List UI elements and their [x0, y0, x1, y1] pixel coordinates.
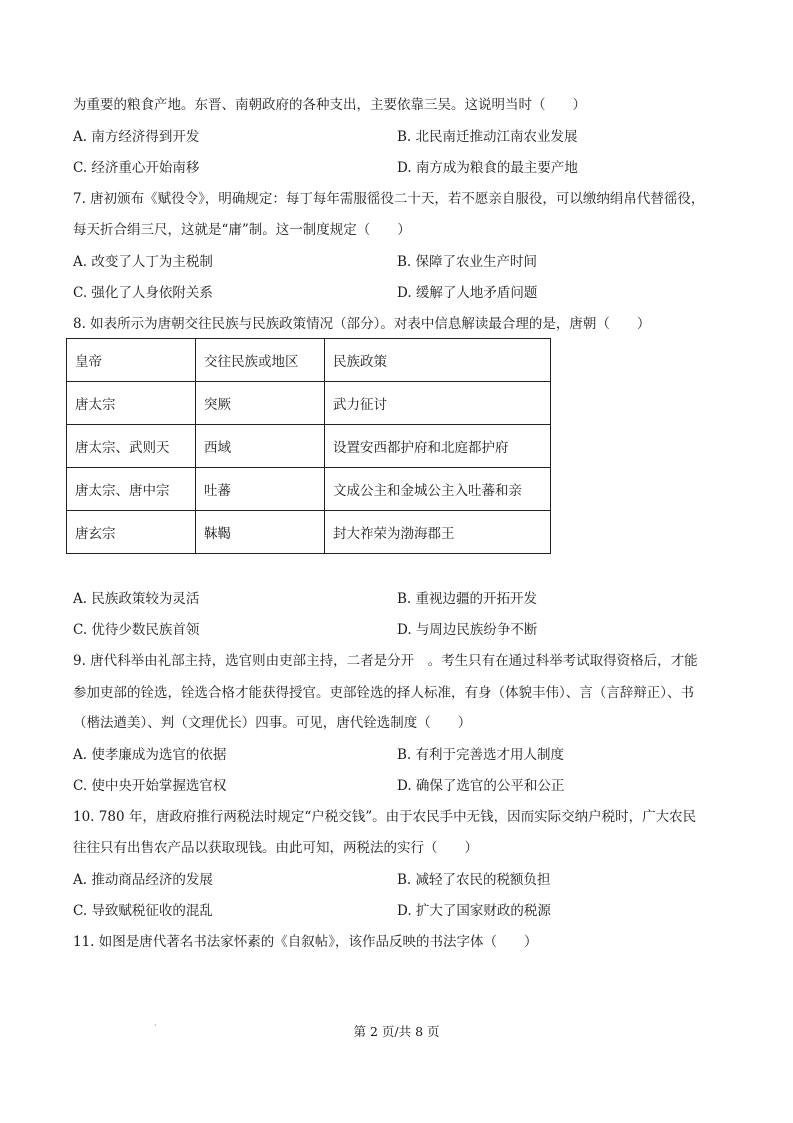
q7-option-c: C. 强化了人身依附关系 — [73, 285, 213, 301]
table-cell: 设置安西都护府和北庭都护府 — [325, 425, 551, 468]
q6-option-c: C. 经济重心开始南移 — [73, 160, 200, 176]
table-cell: 文成公主和金城公主入吐蕃和亲 — [325, 468, 551, 511]
table-row — [67, 468, 551, 511]
q6-option-b: B. 北民南迁推动江南农业发展 — [397, 129, 578, 145]
tang-ethnic-policy-table — [66, 338, 551, 554]
q7-stem-line2: 每天折合绢三尺，这就是“庸”制。这一制度规定（ ） — [73, 222, 411, 238]
q7-option-b: B. 保障了农业生产时间 — [397, 254, 538, 270]
table-header-cell: 民族政策 — [325, 339, 551, 382]
table-cell: 靺鞨 — [196, 511, 325, 554]
table-row — [67, 382, 551, 425]
q8-stem: 8. 如表所示为唐朝交往民族与民族政策情况（部分）。对表中信息解读最合理的是，唐朝（ ） — [73, 316, 651, 332]
table-cell: 唐太宗、唐中宗 — [67, 468, 196, 511]
q7-option-d: D. 缓解了人地矛盾问题 — [397, 285, 538, 301]
q6-option-d: D. 南方成为粮食的最主要产地 — [397, 160, 578, 176]
table-cell: 唐太宗、武则天 — [67, 425, 196, 468]
table-header-row — [67, 339, 551, 382]
q9-stem-line1: 9. 唐代科举由礼部主持，选官则由吏部主持，二者是分开 。考生只有在通过科举考试取得资格后，才能 — [73, 653, 698, 669]
q11-stem: 11. 如图是唐代著名书法家怀素的《自叙帖》，该作品反映的书法字体（ ） — [73, 934, 538, 950]
table-cell: 封大祚荣为渤海郡王 — [325, 511, 551, 554]
q9-option-a: A. 使孝廉成为选官的依据 — [73, 747, 227, 763]
q6-stem-tail: 为重要的粮食产地。东晋、南朝政府的各种支出，主要依靠三吴。这说明当时（ ） — [73, 97, 586, 113]
q9-option-b: B. 有利于完善选才用人制度 — [397, 747, 565, 763]
table-cell: 突厥 — [196, 382, 325, 425]
q10-option-c: C. 导致赋税征收的混乱 — [73, 903, 213, 919]
q8-option-a: A. 民族政策较为灵活 — [73, 591, 200, 607]
q9-option-c: C. 使中央开始掌握选官权 — [73, 778, 227, 794]
table-cell: 西域 — [196, 425, 325, 468]
q10-option-b: B. 减轻了农民的税额负担 — [397, 872, 551, 888]
q8-option-c: C. 优待少数民族首领 — [73, 622, 200, 638]
page-footer: 第 2 页/共 8 页 — [353, 1024, 440, 1039]
table-row — [67, 425, 551, 468]
q6-option-a: A. 南方经济得到开发 — [73, 129, 200, 145]
q9-stem-line3: （楷法遒美）、判（文理优长）四事。可见，唐代铨选制度（ ） — [73, 715, 472, 731]
q9-stem-line2: 参加吏部的铨选，铨选合格才能获得授官。吏部铨选的择人标准，有身（体貌丰伟）、言（言辞辩正）、书 — [73, 685, 694, 701]
table-cell: 武力征讨 — [325, 382, 551, 425]
q8-option-b: B. 重视边疆的开拓开发 — [397, 591, 538, 607]
table-header-cell: 皇帝 — [67, 339, 196, 382]
q9-option-d: D. 确保了选官的公平和公正 — [397, 778, 565, 794]
q8-option-d: D. 与周边民族纷争不断 — [397, 622, 538, 638]
q10-option-d: D. 扩大了国家财政的税源 — [397, 903, 551, 919]
table-cell: 唐太宗 — [67, 382, 196, 425]
q10-stem-line2: 往往只有出售农产品以获取现钱。由此可知，两税法的实行（ ） — [73, 840, 478, 856]
table-row — [67, 511, 551, 554]
scan-dot: · — [154, 1021, 157, 1030]
table-header-cell: 交往民族或地区 — [196, 339, 325, 382]
q10-option-a: A. 推动商品经济的发展 — [73, 872, 213, 888]
q7-stem-line1: 7. 唐初颁布《赋役令》，明确规定：每丁每年需服徭役二十天，若不愿亲自服役，可以缴纳绢帛代替徭役， — [73, 191, 705, 207]
q10-stem-line1: 10. 780 年，唐政府推行两税法时规定“户税交钱”。由于农民手中无钱，因而实际交纳户税时，广大农民 — [73, 809, 697, 825]
table-cell: 吐蕃 — [196, 468, 325, 511]
table-cell: 唐玄宗 — [67, 511, 196, 554]
q7-option-a: A. 改变了人丁为主税制 — [73, 254, 213, 270]
